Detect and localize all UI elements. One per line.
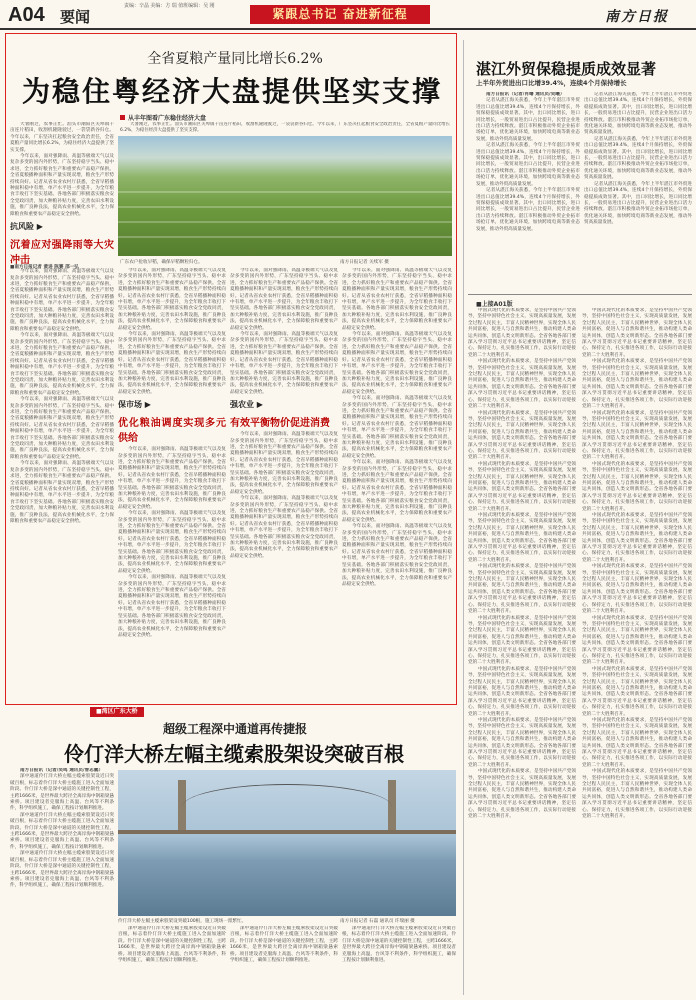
- section-heading-3: 强农业 ▶: [230, 400, 263, 410]
- cont1-para-10: 中国式现代化的本质要求，是坚持中国共产党领导，坚持中国特色社会主义，实现高质量发展，发展全过程人民民主，丰富人民精神世界，实现全体人民共同富裕，促进人与自然和谐共生，推动构建人类命运共同体，创造人类文明新形态。全省各地各部门要深入学习贯彻习近平总书记重要讲话精神，坚定信心、保持定力，扎实推进各项工作，以实际行动迎接党的二十大胜利召开。: [468, 769, 576, 820]
- cont1-para-7: 中国式现代化的本质要求，是坚持中国共产党领导，坚持中国特色社会主义，实现高质量发展，发展全过程人民民主，丰富人民精神世界，实现全体人民共同富裕，促进人与自然和谐共生，推动构建人类命运共同体，创造人类文明新形态。全省各地各部门要深入学习贯彻习近平总书记重要讲话精神，坚定信心、保持定力，扎实推进各项工作，以实际行动迎接党的二十大胜利召开。: [468, 615, 576, 666]
- cont2-para-9: 中国式现代化的本质要求，是坚持中国共产党领导，坚持中国特色社会主义，实现高质量发展，发展全过程人民民主，丰富人民精神世界，实现全体人民共同富裕，促进人与自然和谐共生，推动构建人类命运共同体，创造人类文明新形态。全省各地各部门要深入学习贯彻习近平总书记重要讲话精神，坚定信心、保持定力，扎实推进各项工作，以实际行动迎接党的二十大胜利召开。: [582, 718, 692, 768]
- lead-mid2-para-3: 今年以来，面对强降雨、高温等极端天气以及复杂多变的国内外形势，广东坚持稳字当头、稳中求进，全力抓好粮食生产和重要农产品稳产保供。全省夏粮播种面积和产量实现双增，粮食生产形势持续向好。记者从省农业农村厅获悉，全省早稻播种面积稳中有增，单产水平进一步提升，为全年粮食丰收打下坚实基础。各地各部门积极落实粮食安全党政同责，加大种粮补贴力度，完善农田水利设施，推广良种良法，提高农业机械化水平，全力保障粮食和重要农产品稳定安全供给。: [230, 432, 338, 495]
- cont2-para-4: 中国式现代化的本质要求，是坚持中国共产党领导，坚持中国特色社会主义，实现高质量发展，发展全过程人民民主，丰富人民精神世界，实现全体人民共同富裕，促进人与自然和谐共生，推动构建人类命运共同体，创造人类文明新形态。全省各地各部门要深入学习贯彻习近平总书记重要讲话精神，坚定信心、保持定力，扎实推进各项工作，以实际行动迎接党的二十大胜利召开。: [582, 461, 692, 512]
- continuation-column-2: [582, 308, 692, 996]
- lead-photo-credit: 南方日报记者 关续军 摄: [340, 260, 389, 265]
- lead-left-column: [10, 122, 114, 695]
- cont1-para-5: 中国式现代化的本质要求，是坚持中国共产党领导，坚持中国特色社会主义，实现高质量发展，发展全过程人民民主，丰富人民精神世界，实现全体人民共同富裕，促进人与自然和谐共生，推动构建人类命运共同体，创造人类文明新形态。全省各地各部门要深入学习贯彻习近平总书记重要讲话精神，坚定信心、保持定力，扎实推进各项工作，以实际行动迎接党的二十大胜利召开。: [468, 513, 576, 563]
- bottom-left-para-2: 深中通道伶仃洋大桥左幅主缆索股架设近日突破百根，标志着伶仃洋大桥主缆施工进入全面加速阶段。伶仃洋大桥是深中通道的关键控制性工程，主跨1666米，是世界最大跨径全离岸海中钢箱梁悬索桥。项目建设者克服海上高温、台风等不利条件，科学组织施工，确保工程按计划顺利推进。: [10, 812, 114, 850]
- right-top-para-4: 记者从湛江海关获悉，今年上半年湛江市外贸进出口总值比增39.4%，连续4个月保持增长，外贸保稳提质成效显著。其中，出口同比增长，进口同比增长，一般贸易进出口占比提升，民营企业进出口活力持续释放。湛江市积极推动外贸企业拓市场抢订单，优化通关环境，加快跨境电商等新业态发展，推动外贸高质量发展。: [584, 92, 692, 136]
- cont1-para-9: 中国式现代化的本质要求，是坚持中国共产党领导，坚持中国特色社会主义，实现高质量发展，发展全过程人民民主，丰富人民精神世界，实现全体人民共同富裕，促进人与自然和谐共生，推动构建人类命运共同体，创造人类文明新形态。全省各地各部门要深入学习贯彻习近平总书记重要讲话精神，坚定信心、保持定力，扎实推进各项工作，以实际行动迎接党的二十大胜利召开。: [468, 718, 576, 768]
- lead-tag: [120, 113, 206, 122]
- cont2-para-2: 中国式现代化的本质要求，是坚持中国共产党领导，坚持中国特色社会主义，实现高质量发展，发展全过程人民民主，丰富人民精神世界，实现全体人民共同富裕，促进人与自然和谐共生，推动构建人类命运共同体，创造人类文明新形态。全省各地各部门要深入学习贯彻习近平总书记重要讲话精神，坚定信心、保持定力，扎实推进各项工作，以实际行动迎接党的二十大胜利召开。: [582, 359, 692, 410]
- lead-left-para-4: 今年以来，面对强降雨、高温等极端天气以及复杂多变的国内外形势，广东坚持稳字当头、稳中求进，全力抓好粮食生产和重要农产品稳产保供。全省夏粮播种面积和产量实现双增，粮食生产形势持续向好。记者从省农业农村厅获悉，全省早稻播种面积稳中有增，单产水平进一步提升，为全年粮食丰收打下坚实基础。各地各部门积极落实粮食安全党政同责，加大种粮补贴力度，完善农田水利设施，推广良种良法，提高农业机械化水平，全力保障粮食和重要农产品稳定安全供给。: [10, 333, 114, 396]
- right-top-para-5: 记者从湛江海关获悉，今年上半年湛江市外贸进出口总值比增39.4%，连续4个月保持增长，外贸保稳提质成效显著。其中，出口同比增长，进口同比增长，一般贸易进出口占比提升，民营企业进出口活力持续释放。湛江市积极推动外贸企业拓市场抢订单，优化通关环境，加快跨境电商等新业态发展，推动外贸高质量发展。: [584, 136, 692, 181]
- lead-left-para-3: 今年以来，面对强降雨、高温等极端天气以及复杂多变的国内外形势，广东坚持稳字当头、稳中求进，全力抓好粮食生产和重要农产品稳产保供。全省夏粮播种面积和产量实现双增，粮食生产形势持续向好。记者从省农业农村厅获悉，全省早稻播种面积稳中有增，单产水平进一步提升，为全年粮食丰收打下坚实基础。各地各部门积极落实粮食安全党政同责，加大种粮补贴力度，完善农田水利设施，推广良种良法，提高农业机械化水平，全力保障粮食和重要农产品稳定安全供给。: [10, 269, 114, 332]
- editor-credits: 责编：辛晶 美编：方 瑞 值班编辑：吴 刚: [124, 3, 215, 9]
- right-top-para-6: 记者从湛江海关获悉，今年上半年湛江市外贸进出口总值比增39.4%，连续4个月保持增长，外贸保稳提质成效显著。其中，出口同比增长，进口同比增长，一般贸易进出口占比提升，民营企业进出口活力持续释放。湛江市积极推动外贸企业拓市场抢订单，优化通关环境，加快跨境电商等新业态发展，推动外贸高质量发展。: [584, 181, 692, 226]
- lead-left-para-1: 大暑刚过，农事正忙。汕头市潮阳区关埠镇千亩连片稻田，收割机隆隆驶过，一袋袋新谷归仓。今年以来，广东坚决扛起粮食安全政治责任，全省夏粮产量同比增长6.2%，为稳住经济大盘提供了坚实支撑。: [10, 122, 114, 153]
- lead-left-para-5: 今年以来，面对强降雨、高温等极端天气以及复杂多变的国内外形势，广东坚持稳字当头、稳中求进，全力抓好粮食生产和重要农产品稳产保供。全省夏粮播种面积和产量实现双增，粮食生产形势持续向好。记者从省农业农村厅获悉，全省早稻播种面积稳中有增，单产水平进一步提升，为全年粮食丰收打下坚实基础。各地各部门积极落实粮食安全党政同责，加大种粮补贴力度，完善农田水利设施，推广良种良法，提高农业机械化水平，全力保障粮食和重要农产品稳定安全供给。: [10, 397, 114, 460]
- right-top-para-2: 记者从湛江海关获悉，今年上半年湛江市外贸进出口总值比增39.4%，连续4个月保持增长，外贸保稳提质成效显著。其中，出口同比增长，进口同比增长，一般贸易进出口占比提升，民营企业进出口活力持续释放。湛江市积极推动外贸企业拓市场抢订单，优化通关环境，加快跨境电商等新业态发展，推动外贸高质量发展。: [476, 143, 580, 187]
- right-top-byline: 南方日报讯（记者/肖曙 通讯员/吴曦）: [486, 92, 565, 97]
- page-section-name: 要闻: [60, 8, 91, 26]
- cont1-para-3: 中国式现代化的本质要求，是坚持中国共产党领导，坚持中国特色社会主义，实现高质量发展，发展全过程人民民主，丰富人民精神世界，实现全体人民共同富裕，促进人与自然和谐共生，推动构建人类命运共同体，创造人类文明新形态。全省各地各部门要深入学习贯彻习近平总书记重要讲话精神，坚定信心、保持定力，扎实推进各项工作，以实际行动迎接党的二十大胜利召开。: [468, 410, 576, 461]
- bottom-mid-column-1: [118, 926, 226, 996]
- lead-mid1-para-5: 今年以来，面对强降雨、高温等极端天气以及复杂多变的国内外形势，广东坚持稳字当头、稳中求进，全力抓好粮食生产和重要农产品稳产保供。全省夏粮播种面积和产量实现双增，粮食生产形势持续向好。记者从省农业农村厅获悉，全省早稻播种面积稳中有增，单产水平进一步提升，为全年粮食丰收打下坚实基础。各地各部门积极落实粮食安全党政同责，加大种粮补贴力度，完善农田水利设施，推广良种良法，提高农业机械化水平，全力保障粮食和重要农产品稳定安全供给。: [118, 575, 226, 638]
- bottom-mid2-para-1: 深中通道伶仃洋大桥左幅主缆索股架设近日突破百根，标志着伶仃洋大桥主缆施工进入全面加速阶段。伶仃洋大桥是深中通道的关键控制性工程，主跨1666米，是世界最大跨径全离岸海中钢箱梁悬索桥。项目建设者克服海上高温、台风等不利条件，科学组织施工，确保工程按计划顺利推进。: [230, 926, 338, 964]
- bottom-byline: 南方日报讯（记者/吴鸣 通讯员/曾志鹏）: [20, 768, 104, 773]
- bottom-left-column: [10, 768, 114, 996]
- section-title-3: 有效平衡物价促进消费: [230, 418, 330, 430]
- cont2-para-3: 中国式现代化的本质要求，是坚持中国共产党领导，坚持中国特色社会主义，实现高质量发展，发展全过程人民民主，丰富人民精神世界，实现全体人民共同富裕，促进人与自然和谐共生，推动构建人类命运共同体，创造人类文明新形态。全省各地各部门要深入学习贯彻习近平总书记重要讲话精神，坚定信心、保持定力，扎实推进各项工作，以实际行动迎接党的二十大胜利召开。: [582, 410, 692, 461]
- bottom-photo-caption: 伶仃洋大桥左幅主缆索股架设突破100根，施工现场一派繁忙。: [118, 919, 247, 924]
- bottom-section-tag: ■湾区广东大桥: [90, 707, 144, 717]
- rice-field-photo: [118, 136, 452, 256]
- lead-mid2-para-1: 今年以来，面对强降雨、高温等极端天气以及复杂多变的国内外形势，广东坚持稳字当头、稳中求进，全力抓好粮食生产和重要农产品稳产保供。全省夏粮播种面积和产量实现双增，粮食生产形势持续向好。记者从省农业农村厅获悉，全省早稻播种面积稳中有增，单产水平进一步提升，为全年粮食丰收打下坚实基础。各地各部门积极落实粮食安全党政同责，加大种粮补贴力度，完善农田水利设施，推广良种良法，提高农业机械化水平，全力保障粮食和重要农产品稳定安全供给。: [230, 268, 338, 331]
- lead-kicker: 全省夏粮产量同比增长6.2%: [147, 51, 323, 67]
- bottom-mid1-para-1: 深中通道伶仃洋大桥左幅主缆索股架设近日突破百根，标志着伶仃洋大桥主缆施工进入全面加速阶段。伶仃洋大桥是深中通道的关键控制性工程，主跨1666米，是世界最大跨径全离岸海中钢箱梁悬索桥。项目建设者克服海上高温、台风等不利条件，科学组织施工，确保工程按计划顺利推进。: [118, 926, 226, 964]
- cont1-para-8: 中国式现代化的本质要求，是坚持中国共产党领导，坚持中国特色社会主义，实现高质量发展，发展全过程人民民主，丰富人民精神世界，实现全体人民共同富裕，促进人与自然和谐共生，推动构建人类命运共同体，创造人类文明新形态。全省各地各部门要深入学习贯彻习近平总书记重要讲话精神，坚定信心、保持定力，扎实推进各项工作，以实际行动迎接党的二十大胜利召开。: [468, 666, 576, 717]
- cont2-para-6: 中国式现代化的本质要求，是坚持中国共产党领导，坚持中国特色社会主义，实现高质量发展，发展全过程人民民主，丰富人民精神世界，实现全体人民共同富裕，促进人与自然和谐共生，推动构建人类命运共同体，创造人类文明新形态。全省各地各部门要深入学习贯彻习近平总书记重要讲话精神，坚定信心、保持定力，扎实推进各项工作，以实际行动迎接党的二十大胜利召开。: [582, 564, 692, 615]
- right-divider: [468, 294, 692, 295]
- right-top-headline: 湛江外贸保稳提质成效显著: [476, 60, 657, 78]
- bottom-mid-column-2: [230, 926, 338, 996]
- bottom-right-para-1: 深中通道伶仃洋大桥左幅主缆索股架设近日突破百根，标志着伶仃洋大桥主缆施工进入全面加速阶段。伶仃洋大桥是深中通道的关键控制性工程，主跨1666米，是世界最大跨径全离岸海中钢箱梁悬索桥。项目建设者克服海上高温、台风等不利条件，科学组织施工，确保工程按计划顺利推进。: [342, 926, 456, 964]
- lead-photo-caption: 广东农户抢收早稻，确保早稻颗粒归仓。: [120, 260, 203, 265]
- cont1-para-2: 中国式现代化的本质要求，是坚持中国共产党领导，坚持中国特色社会主义，实现高质量发展，发展全过程人民民主，丰富人民精神世界，实现全体人民共同富裕，促进人与自然和谐共生，推动构建人类命运共同体，创造人类文明新形态。全省各地各部门要深入学习贯彻习近平总书记重要讲话精神，坚定信心、保持定力，扎实推进各项工作，以实际行动迎接党的二十大胜利召开。: [468, 359, 576, 410]
- right-top-column-1: [476, 92, 580, 288]
- bridge-photo: [118, 770, 456, 916]
- section-title-1: 沉着应对强降雨等大灾冲击: [10, 240, 114, 267]
- cont1-para-1: 中国式现代化的本质要求，是坚持中国共产党领导，坚持中国特色社会主义，实现高质量发展，发展全过程人民民主，丰富人民精神世界，实现全体人民共同富裕，促进人与自然和谐共生，推动构建人类命运共同体，创造人类文明新形态。全省各地各部门要深入学习贯彻习近平总书记重要讲话精神，坚定信心、保持定力，扎实推进各项工作，以实际行动迎接党的二十大胜利召开。: [468, 308, 576, 358]
- lead-right-column: [342, 268, 452, 698]
- bottom-kicker: 超级工程深中通道再传捷报: [162, 722, 307, 736]
- lead-right-para-5: 今年以来，面对强降雨、高温等极端天气以及复杂多变的国内外形势，广东坚持稳字当头、稳中求进，全力抓好粮食生产和重要农产品稳产保供。全省夏粮播种面积和产量实现双增，粮食生产形势持续向好。记者从省农业农村厅获悉，全省早稻播种面积稳中有增，单产水平进一步提升，为全年粮食丰收打下坚实基础。各地各部门积极落实粮食安全党政同责，加大种粮补贴力度，完善农田水利设施，推广良种良法，提高农业机械化水平，全力保障粮食和重要农产品稳定安全供给。: [342, 524, 452, 587]
- lead-intro-text: 大暑刚过，农事正忙。汕头市潮阳区关埠镇千亩连片稻田，收割机隆隆驶过，一袋袋新谷归仓。今年以来，广东坚决扛起粮食安全政治责任，全省夏粮产量同比增长6.2%，为稳住经济大盘提供了坚实支撑。: [120, 122, 450, 133]
- lead-tag-text: 从丰年图看广东稳住经济大盘: [128, 115, 207, 122]
- lead-right-para-2: 今年以来，面对强降雨、高温等极端天气以及复杂多变的国内外形势，广东坚持稳字当头、稳中求进，全力抓好粮食生产和重要农产品稳产保供。全省夏粮播种面积和产量实现双增，粮食生产形势持续向好。记者从省农业农村厅获悉，全省早稻播种面积稳中有增，单产水平进一步提升，为全年粮食丰收打下坚实基础。各地各部门积极落实粮食安全党政同责，加大种粮补贴力度，完善农田水利设施，推广良种良法，提高农业机械化水平，全力保障粮食和重要农产品稳定安全供给。: [342, 332, 452, 395]
- lead-intro: [120, 122, 450, 136]
- lead-right-para-1: 今年以来，面对强降雨、高温等极端天气以及复杂多变的国内外形势，广东坚持稳字当头、稳中求进，全力抓好粮食生产和重要农产品稳产保供。全省夏粮播种面积和产量实现双增，粮食生产形势持续向好。记者从省农业农村厅获悉，全省早稻播种面积稳中有增，单产水平进一步提升，为全年粮食丰收打下坚实基础。各地各部门积极落实粮食安全党政同责，加大种粮补贴力度，完善农田水利设施，推广良种良法，提高农业机械化水平，全力保障粮食和重要农产品稳定安全供给。: [342, 268, 452, 331]
- bottom-right-column: [342, 926, 456, 996]
- bottom-headline: 伶仃洋大桥左幅主缆索股架设突破百根: [64, 742, 404, 766]
- page-number: A04: [8, 4, 45, 26]
- lead-left-para-2: 今年以来，面对强降雨、高温等极端天气以及复杂多变的国内外形势，广东坚持稳字当头、稳中求进，全力抓好粮食生产和重要农产品稳产保供。全省夏粮播种面积和产量实现双增，粮食生产形势持续向好。记者从省农业农村厅获悉，全省早稻播种面积稳中有增，单产水平进一步提升，为全年粮食丰收打下坚实基础。各地各部门积极落实粮食安全党政同责，加大种粮补贴力度，完善农田水利设施，推广良种良法，提高农业机械化水平，全力保障粮食和重要农产品稳定安全供给。: [10, 154, 114, 217]
- lead-left-para-6: 今年以来，面对强降雨、高温等极端天气以及复杂多变的国内外形势，广东坚持稳字当头、稳中求进，全力抓好粮食生产和重要农产品稳产保供。全省夏粮播种面积和产量实现双增，粮食生产形势持续向好。记者从省农业农村厅获悉，全省早稻播种面积稳中有增，单产水平进一步提升，为全年粮食丰收打下坚实基础。各地各部门积极落实粮食安全党政同责，加大种粮补贴力度，完善农田水利设施，推广良种良法，提高农业机械化水平，全力保障粮食和重要农产品稳定安全供给。: [10, 461, 114, 524]
- lead-mid1-para-2: 今年以来，面对强降雨、高温等极端天气以及复杂多变的国内外形势，广东坚持稳字当头、稳中求进，全力抓好粮食生产和重要农产品稳产保供。全省夏粮播种面积和产量实现双增，粮食生产形势持续向好。记者从省农业农村厅获悉，全省早稻播种面积稳中有增，单产水平进一步提升，为全年粮食丰收打下坚实基础。各地各部门积极落实粮食安全党政同责，加大种粮补贴力度，完善农田水利设施，推广良种良法，提高农业机械化水平，全力保障粮食和重要农产品稳定安全供给。: [118, 332, 226, 395]
- lead-mid1-para-3: 今年以来，面对强降雨、高温等极端天气以及复杂多变的国内外形势，广东坚持稳字当头、稳中求进，全力抓好粮食生产和重要农产品稳产保供。全省夏粮播种面积和产量实现双增，粮食生产形势持续向好。记者从省农业农村厅获悉，全省早稻播种面积稳中有增，单产水平进一步提升，为全年粮食丰收打下坚实基础。各地各部门积极落实粮食安全党政同责，加大种粮补贴力度，完善农田水利设施，推广良种良法，提高农业机械化水平，全力保障粮食和重要农产品稳定安全供给。: [118, 447, 226, 510]
- lead-mid1-para-1: 今年以来，面对强降雨、高温等极端天气以及复杂多变的国内外形势，广东坚持稳字当头、稳中求进，全力抓好粮食生产和重要农产品稳产保供。全省夏粮播种面积和产量实现双增，粮食生产形势持续向好。记者从省农业农村厅获悉，全省早稻播种面积稳中有增，单产水平进一步提升，为全年粮食丰收打下坚实基础。各地各部门积极落实粮食安全党政同责，加大种粮补贴力度，完善农田水利设施，推广良种良法，提高农业机械化水平，全力保障粮食和重要农产品稳定安全供给。: [118, 268, 226, 331]
- right-top-para-3: 记者从湛江海关获悉，今年上半年湛江市外贸进出口总值比增39.4%，连续4个月保持增长，外贸保稳提质成效显著。其中，出口同比增长，进口同比增长，一般贸易进出口占比提升，民营企业进出口活力持续释放。湛江市积极推动外贸企业拓市场抢订单，优化通关环境，加快跨境电商等新业态发展，推动外贸高质量发展。: [476, 188, 580, 232]
- cont1-para-4: 中国式现代化的本质要求，是坚持中国共产党领导，坚持中国特色社会主义，实现高质量发展，发展全过程人民民主，丰富人民精神世界，实现全体人民共同富裕，促进人与自然和谐共生，推动构建人类命运共同体，创造人类文明新形态。全省各地各部门要深入学习贯彻习近平总书记重要讲话精神，坚定信心、保持定力，扎实推进各项工作，以实际行动迎接党的二十大胜利召开。: [468, 461, 576, 512]
- cont2-para-8: 中国式现代化的本质要求，是坚持中国共产党领导，坚持中国特色社会主义，实现高质量发展，发展全过程人民民主，丰富人民精神世界，实现全体人民共同富裕，促进人与自然和谐共生，推动构建人类命运共同体，创造人类文明新形态。全省各地各部门要深入学习贯彻习近平总书记重要讲话精神，坚定信心、保持定力，扎实推进各项工作，以实际行动迎接党的二十大胜利召开。: [582, 666, 692, 717]
- slogan-banner: 紧跟总书记 奋进新征程: [250, 5, 430, 24]
- lead-byline: ■南方日报记者 黄进 陈赛 邵一弘: [10, 265, 79, 270]
- lead-mid2-para-4: 今年以来，面对强降雨、高温等极端天气以及复杂多变的国内外形势，广东坚持稳字当头、稳中求进，全力抓好粮食生产和重要农产品稳产保供。全省夏粮播种面积和产量实现双增，粮食生产形势持续向好。记者从省农业农村厅获悉，全省早稻播种面积稳中有增，单产水平进一步提升，为全年粮食丰收打下坚实基础。各地各部门积极落实粮食安全党政同责，加大种粮补贴力度，完善农田水利设施，推广良种良法，提高农业机械化水平，全力保障粮食和重要农产品稳定安全供给。: [230, 496, 338, 559]
- bottom-photo-credit: 南方日报记者 石磊 通讯员 许瑞丽 摄: [340, 919, 415, 924]
- newspaper-logo: 南方日报: [605, 9, 669, 25]
- section-title-2: 优化粮油调度实现多元供给: [118, 418, 226, 445]
- cont1-para-6: 中国式现代化的本质要求，是坚持中国共产党领导，坚持中国特色社会主义，实现高质量发展，发展全过程人民民主，丰富人民精神世界，实现全体人民共同富裕，促进人与自然和谐共生，推动构建人类命运共同体，创造人类文明新形态。全省各地各部门要深入学习贯彻习近平总书记重要讲话精神，坚定信心、保持定力，扎实推进各项工作，以实际行动迎接党的二十大胜利召开。: [468, 564, 576, 615]
- cont2-para-5: 中国式现代化的本质要求，是坚持中国共产党领导，坚持中国特色社会主义，实现高质量发展，发展全过程人民民主，丰富人民精神世界，实现全体人民共同富裕，促进人与自然和谐共生，推动构建人类命运共同体，创造人类文明新形态。全省各地各部门要深入学习贯彻习近平总书记重要讲话精神，坚定信心、保持定力，扎实推进各项工作，以实际行动迎接党的二十大胜利召开。: [582, 513, 692, 563]
- lead-mid-column-1: [118, 268, 226, 698]
- continuation-tag: ■上接A01版: [476, 301, 513, 308]
- cont2-para-10: 中国式现代化的本质要求，是坚持中国共产党领导，坚持中国特色社会主义，实现高质量发展，发展全过程人民民主，丰富人民精神世界，实现全体人民共同富裕，促进人与自然和谐共生，推动构建人类命运共同体，创造人类文明新形态。全省各地各部门要深入学习贯彻习近平总书记重要讲话精神，坚定信心、保持定力，扎实推进各项工作，以实际行动迎接党的二十大胜利召开。: [582, 769, 692, 820]
- section-heading-1: 抗风险 ▶: [10, 222, 43, 232]
- right-top-subhead: 上半年外贸进出口比增39.4%，连续4个月保持增长: [476, 79, 627, 87]
- lead-right-para-3: 今年以来，面对强降雨、高温等极端天气以及复杂多变的国内外形势，广东坚持稳字当头、稳中求进，全力抓好粮食生产和重要农产品稳产保供。全省夏粮播种面积和产量实现双增，粮食生产形势持续向好。记者从省农业农村厅获悉，全省早稻播种面积稳中有增，单产水平进一步提升，为全年粮食丰收打下坚实基础。各地各部门积极落实粮食安全党政同责，加大种粮补贴力度，完善农田水利设施，推广良种良法，提高农业机械化水平，全力保障粮食和重要农产品稳定安全供给。: [342, 396, 452, 459]
- lead-mid2-para-2: 今年以来，面对强降雨、高温等极端天气以及复杂多变的国内外形势，广东坚持稳字当头、稳中求进，全力抓好粮食生产和重要农产品稳产保供。全省夏粮播种面积和产量实现双增，粮食生产形势持续向好。记者从省农业农村厅获悉，全省早稻播种面积稳中有增，单产水平进一步提升，为全年粮食丰收打下坚实基础。各地各部门积极落实粮食安全党政同责，加大种粮补贴力度，完善农田水利设施，推广良种良法，提高农业机械化水平，全力保障粮食和重要农产品稳定安全供给。: [230, 332, 338, 395]
- cont2-para-1: 中国式现代化的本质要求，是坚持中国共产党领导，坚持中国特色社会主义，实现高质量发展，发展全过程人民民主，丰富人民精神世界，实现全体人民共同富裕，促进人与自然和谐共生，推动构建人类命运共同体，创造人类文明新形态。全省各地各部门要深入学习贯彻习近平总书记重要讲话精神，坚定信心、保持定力，扎实推进各项工作，以实际行动迎接党的二十大胜利召开。: [582, 308, 692, 358]
- page-header: [0, 0, 696, 30]
- lead-headline: 为稳住粤经济大盘提供坚实支撑: [21, 75, 442, 108]
- lead-right-para-4: 今年以来，面对强降雨、高温等极端天气以及复杂多变的国内外形势，广东坚持稳字当头、稳中求进，全力抓好粮食生产和重要农产品稳产保供。全省夏粮播种面积和产量实现双增，粮食生产形势持续向好。记者从省农业农村厅获悉，全省早稻播种面积稳中有增，单产水平进一步提升，为全年粮食丰收打下坚实基础。各地各部门积极落实粮食安全党政同责，加大种粮补贴力度，完善农田水利设施，推广良种良法，提高农业机械化水平，全力保障粮食和重要农产品稳定安全供给。: [342, 460, 452, 523]
- cont2-para-7: 中国式现代化的本质要求，是坚持中国共产党领导，坚持中国特色社会主义，实现高质量发展，发展全过程人民民主，丰富人民精神世界，实现全体人民共同富裕，促进人与自然和谐共生，推动构建人类命运共同体，创造人类文明新形态。全省各地各部门要深入学习贯彻习近平总书记重要讲话精神，坚定信心、保持定力，扎实推进各项工作，以实际行动迎接党的二十大胜利召开。: [582, 615, 692, 666]
- right-column-divider: [463, 40, 464, 995]
- lead-mid1-para-4: 今年以来，面对强降雨、高温等极端天气以及复杂多变的国内外形势，广东坚持稳字当头、稳中求进，全力抓好粮食生产和重要农产品稳产保供。全省夏粮播种面积和产量实现双增，粮食生产形势持续向好。记者从省农业农村厅获悉，全省早稻播种面积稳中有增，单产水平进一步提升，为全年粮食丰收打下坚实基础。各地各部门积极落实粮食安全党政同责，加大种粮补贴力度，完善农田水利设施，推广良种良法，提高农业机械化水平，全力保障粮食和重要农产品稳定安全供给。: [118, 511, 226, 574]
- bottom-left-para-3: 深中通道伶仃洋大桥左幅主缆索股架设近日突破百根，标志着伶仃洋大桥主缆施工进入全面加速阶段。伶仃洋大桥是深中通道的关键控制性工程，主跨1666米，是世界最大跨径全离岸海中钢箱梁悬索桥。项目建设者克服海上高温、台风等不利条件，科学组织施工，确保工程按计划顺利推进。: [10, 851, 114, 889]
- lead-mid-column-2: [230, 268, 338, 698]
- tag-square-icon: [120, 115, 125, 120]
- continuation-column-1: [468, 308, 576, 996]
- lead-byline-block: [120, 240, 121, 241]
- bottom-left-para-1: 深中通道伶仃洋大桥左幅主缆索股架设近日突破百根，标志着伶仃洋大桥主缆施工进入全面加速阶段。伶仃洋大桥是深中通道的关键控制性工程，主跨1666米，是世界最大跨径全离岸海中钢箱梁悬索桥。项目建设者克服海上高温、台风等不利条件，科学组织施工，确保工程按计划顺利推进。: [10, 774, 114, 812]
- right-top-column-2: [584, 92, 692, 288]
- section-heading-2: 保市场 ▶: [118, 400, 151, 410]
- right-top-para-1: 记者从湛江海关获悉，今年上半年湛江市外贸进出口总值比增39.4%，连续4个月保持增长，外贸保稳提质成效显著。其中，出口同比增长，进口同比增长，一般贸易进出口占比提升，民营企业进出口活力持续释放。湛江市积极推动外贸企业拓市场抢订单，优化通关环境，加快跨境电商等新业态发展，推动外贸高质量发展。: [476, 98, 580, 142]
